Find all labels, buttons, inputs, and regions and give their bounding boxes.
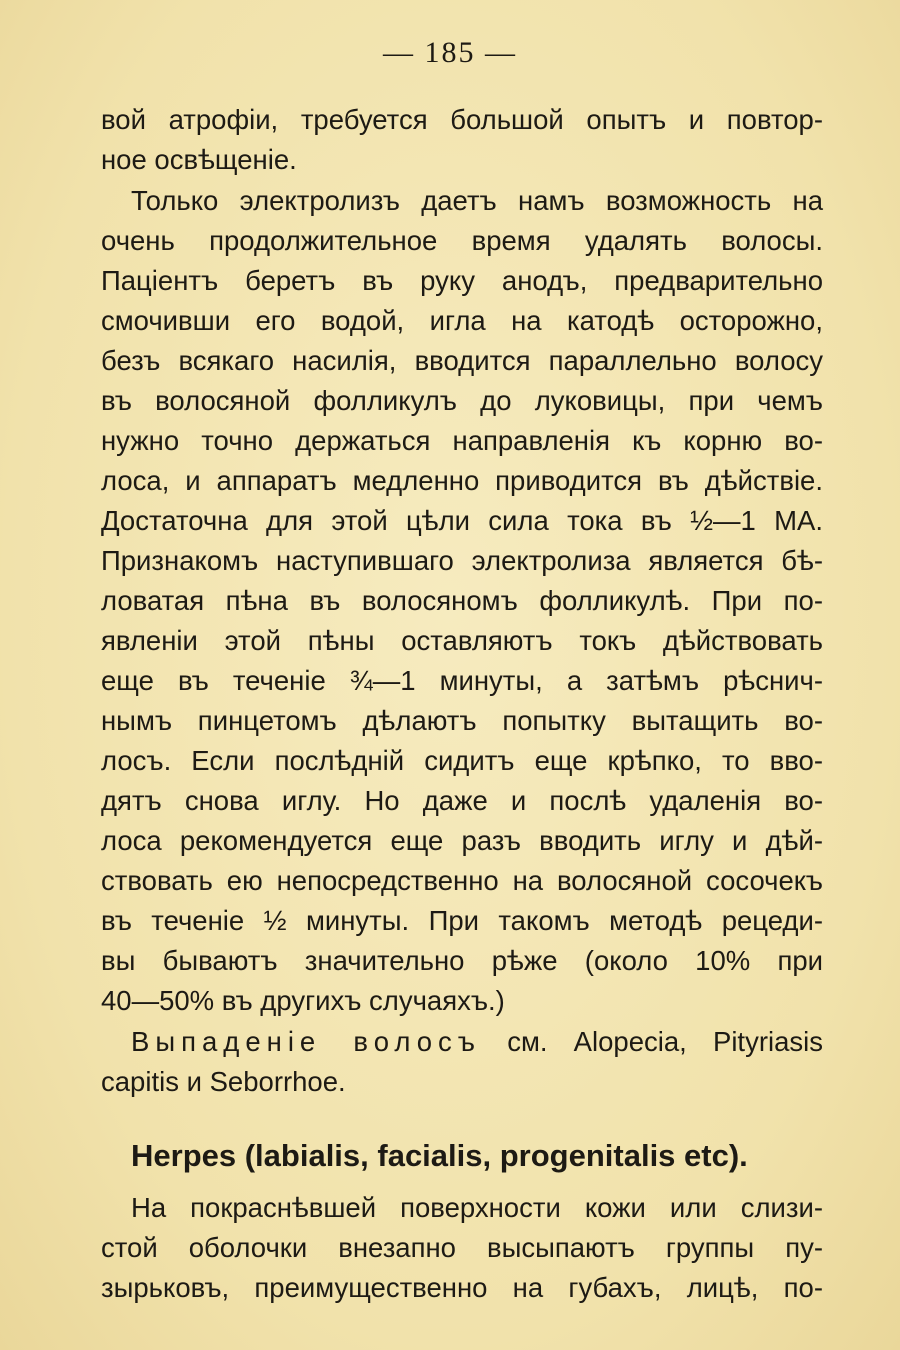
text-line: дятъ снова иглу. Но даже и послѣ удаленія во- bbox=[101, 785, 823, 816]
text-line: Только электролизъ даетъ намъ возможность на bbox=[131, 185, 823, 216]
text-line: Достаточна для этой цѣли сила тока въ ½—1 МА. bbox=[101, 505, 823, 536]
cross-reference: см. Alopecia, Pityriasis bbox=[507, 1026, 823, 1057]
text-line: ствовать ею непосредственно на волосяной сосочекъ bbox=[101, 865, 823, 896]
text-line: вой атрофіи, требуется большой опытъ и повтор- bbox=[101, 104, 823, 135]
text-line: безъ всякаго насилія, вводится параллельно волосу bbox=[101, 345, 823, 376]
text-line: смочивши его водой, игла на катодѣ осторожно, bbox=[101, 305, 823, 336]
text-line: въ теченіе ½ минуты. При такомъ методѣ рецеди- bbox=[101, 905, 823, 936]
text-line: ное освѣщеніе. bbox=[101, 144, 297, 175]
text-line: нужно точно держаться направленія къ корню во- bbox=[101, 425, 823, 456]
text-line: зырьковъ, преимущественно на губахъ, лицѣ, по- bbox=[101, 1272, 823, 1303]
text-line: лоса, и аппаратъ медленно приводится въ дѣйствіе. bbox=[101, 465, 823, 496]
text-line: въ волосяной фолликулъ до луковицы, при чемъ bbox=[101, 385, 823, 416]
text-line: лосъ. Если послѣдній сидитъ еще крѣпко, то вво- bbox=[101, 745, 823, 776]
text-line: ловатая пѣна въ волосяномъ фолликулѣ. При по- bbox=[101, 585, 823, 616]
text-line bbox=[131, 1022, 823, 1062]
spaced-term: Выпаденіе волосъ bbox=[131, 1026, 481, 1057]
text-line: capitis и Seborrhoe. bbox=[101, 1066, 346, 1097]
text-line: явленіи этой пѣны оставляютъ токъ дѣйствовать bbox=[101, 625, 823, 656]
text-line: Паціентъ беретъ въ руку анодъ, предварительно bbox=[101, 265, 823, 296]
text-line: стой оболочки внезапно высыпаютъ группы пу- bbox=[101, 1232, 823, 1263]
text-line: вы бываютъ значительно рѣже (около 10% при bbox=[101, 945, 823, 976]
text-line: Признакомъ наступившаго электролиза является бѣ- bbox=[101, 545, 823, 576]
text-line: еще въ теченіе ¾—1 минуты, а затѣмъ рѣснич- bbox=[101, 665, 823, 696]
text-line: лоса рекомендуется еще разъ вводить иглу и дѣй- bbox=[101, 825, 823, 856]
section-heading: Herpes (labialis, facialis, progenitalis etc). bbox=[131, 1138, 748, 1173]
text-line: очень продолжительное время удалять волосы. bbox=[101, 225, 823, 256]
text-line: нымъ пинцетомъ дѣлаютъ попытку вытащить во- bbox=[101, 705, 823, 736]
page-number: — 185 — bbox=[383, 36, 517, 69]
text-line: На покраснѣвшей поверхности кожи или слизи- bbox=[131, 1192, 823, 1223]
text-line: 40—50% въ другихъ случаяхъ.) bbox=[101, 985, 505, 1016]
